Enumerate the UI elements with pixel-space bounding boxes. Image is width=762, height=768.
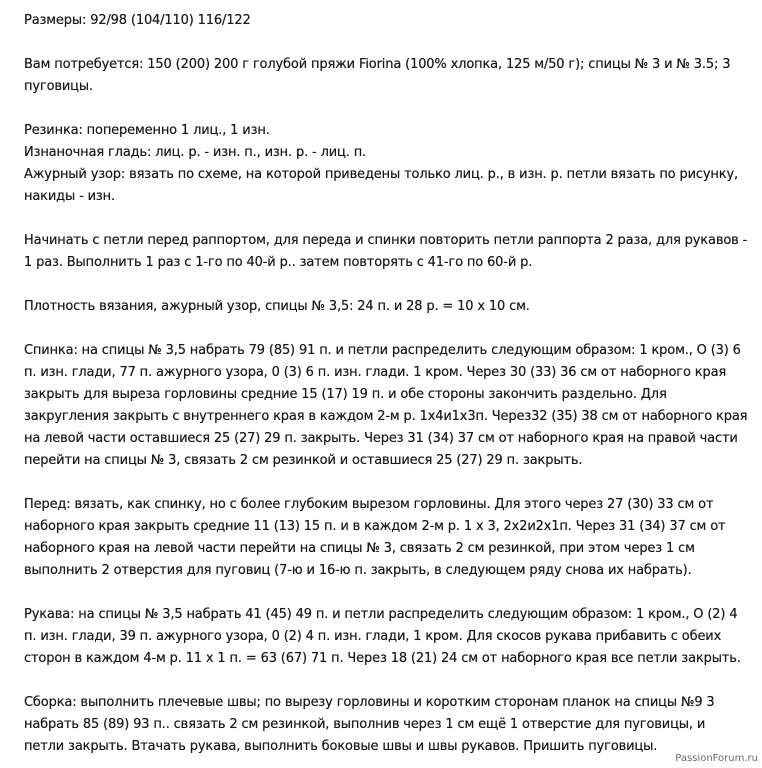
assembly-line-1: Сборка: выполнить плечевые швы; по вырезу горловины и коротким сторонам планок на спицы №9 3	[24, 695, 715, 710]
assembly-paragraph	[24, 692, 754, 758]
sizes-line: Размеры: 92/98 (104/110) 116/122	[24, 13, 251, 28]
sleeves-line-2: п. изн. глади, 39 п. ажурного узора, 0 (2) 4 п. изн. глади, 1 кром. Для скосов рукава прибавить с обеих	[24, 629, 722, 644]
materials-paragraph	[24, 54, 754, 98]
sleeves-paragraph	[24, 604, 754, 670]
assembly-line-2: набрать 85 (89) 93 п.. связать 2 см резинкой, выполнив через 1 см ещё 1 отверстие для пуговицы, и	[24, 717, 706, 732]
back-line-6: перейти на спицы № 3, связать 2 см резинкой и оставшиеся 25 (27) 29 п. закрыть.	[24, 453, 583, 468]
back-line-3: закрыть для выреза горловины средние 15 (17) 19 п. и обе стороны закончить раздельно. Для	[24, 387, 667, 402]
front-paragraph	[24, 494, 754, 582]
sleeves-line-3: сторон в каждом 4-м р. 11 х 1 п. = 63 (67) 71 п. Через 18 (21) 24 см от наборного края все петли закрыть.	[24, 651, 741, 666]
materials-line-1: Вам потребуется: 150 (200) 200 г голубой пряжи Fiorina (100% хлопка, 125 м/50 г); спицы № 3 и № 3.5; 3	[24, 57, 731, 72]
assembly-line-3: петли закрыть. Втачать рукава, выполнить боковые швы и швы рукавов. Пришить пуговицы.	[24, 739, 658, 754]
back-line-1: Спинка: на спицы № 3,5 набрать 79 (85) 91 п. и петли распределить следующим образом: 1 кром., О (3) 6	[24, 343, 741, 358]
knitting-instructions	[24, 10, 754, 758]
start-line-1: Начинать с петли перед раппортом, для переда и спинки повторить петли раппорта 2 раза, для рукавов -	[24, 233, 748, 248]
gauge-line: Плотность вязания, ажурный узор, спицы № 3,5: 24 п. и 28 р. = 10 х 10 см.	[24, 299, 530, 314]
front-line-1: Перед: вязать, как спинку, но с более глубоким вырезом горловины. Для этого через 27 (30) 33 см от	[24, 497, 714, 512]
front-line-3: наборного края на левой части перейти на спицы № 3, связать 2 см резинкой, при этом через 1 см	[24, 541, 695, 556]
back-line-5: на левой части оставшиеся 25 (27) 29 п. закрыть. Через 31 (34) 37 см от наборного края на правой части	[24, 431, 738, 446]
start-line-2: 1 раз. Выполнить 1 раз с 1-го по 40-й р.. затем повторять с 41-го по 60-й р.	[24, 255, 533, 270]
lace-pattern-line-2: накиды - изн.	[24, 189, 116, 204]
rib-pattern-line: Резинка: попеременно 1 лиц., 1 изн.	[24, 123, 270, 138]
back-line-4: закругления закрыть с внутреннего края в каждом 2-м р. 1х4и1х3п. Через32 (35) 38 см от наборного края	[24, 409, 748, 424]
patterns-paragraph	[24, 120, 754, 208]
back-line-2: п. изн. глади, 77 п. ажурного узора, 0 (3) 6 п. изн. глади. 1 кром. Через 30 (33) 36 см от наборного края	[24, 365, 727, 380]
reverse-stockinette-line: Изнаночная гладь: лиц. р. - изн. п., изн. р. - лиц. п.	[24, 145, 367, 160]
lace-pattern-line-1: Ажурный узор: вязать по схеме, на которой приведены только лиц. р., в изн. р. петли вязать по рисунку,	[24, 167, 738, 182]
front-line-2: наборного края закрыть средние 11 (13) 15 п. и в каждом 2-м р. 1 х 3, 2х2и2х1п. Через 31 (34) 37 см от	[24, 519, 726, 534]
materials-line-2: пуговицы.	[24, 79, 93, 94]
back-paragraph	[24, 340, 754, 472]
front-line-4: выполнить 2 отверстия для пуговиц (7-ю и 16-ю п. закрыть, в следующем ряду снова их набрать).	[24, 563, 692, 578]
start-paragraph	[24, 230, 754, 274]
site-watermark: PassionForum.ru	[675, 753, 758, 764]
sleeves-line-1: Рукава: на спицы № 3,5 набрать 41 (45) 49 п. и петли распределить следующим образом: 1 кром., О (2) 4	[24, 607, 738, 622]
